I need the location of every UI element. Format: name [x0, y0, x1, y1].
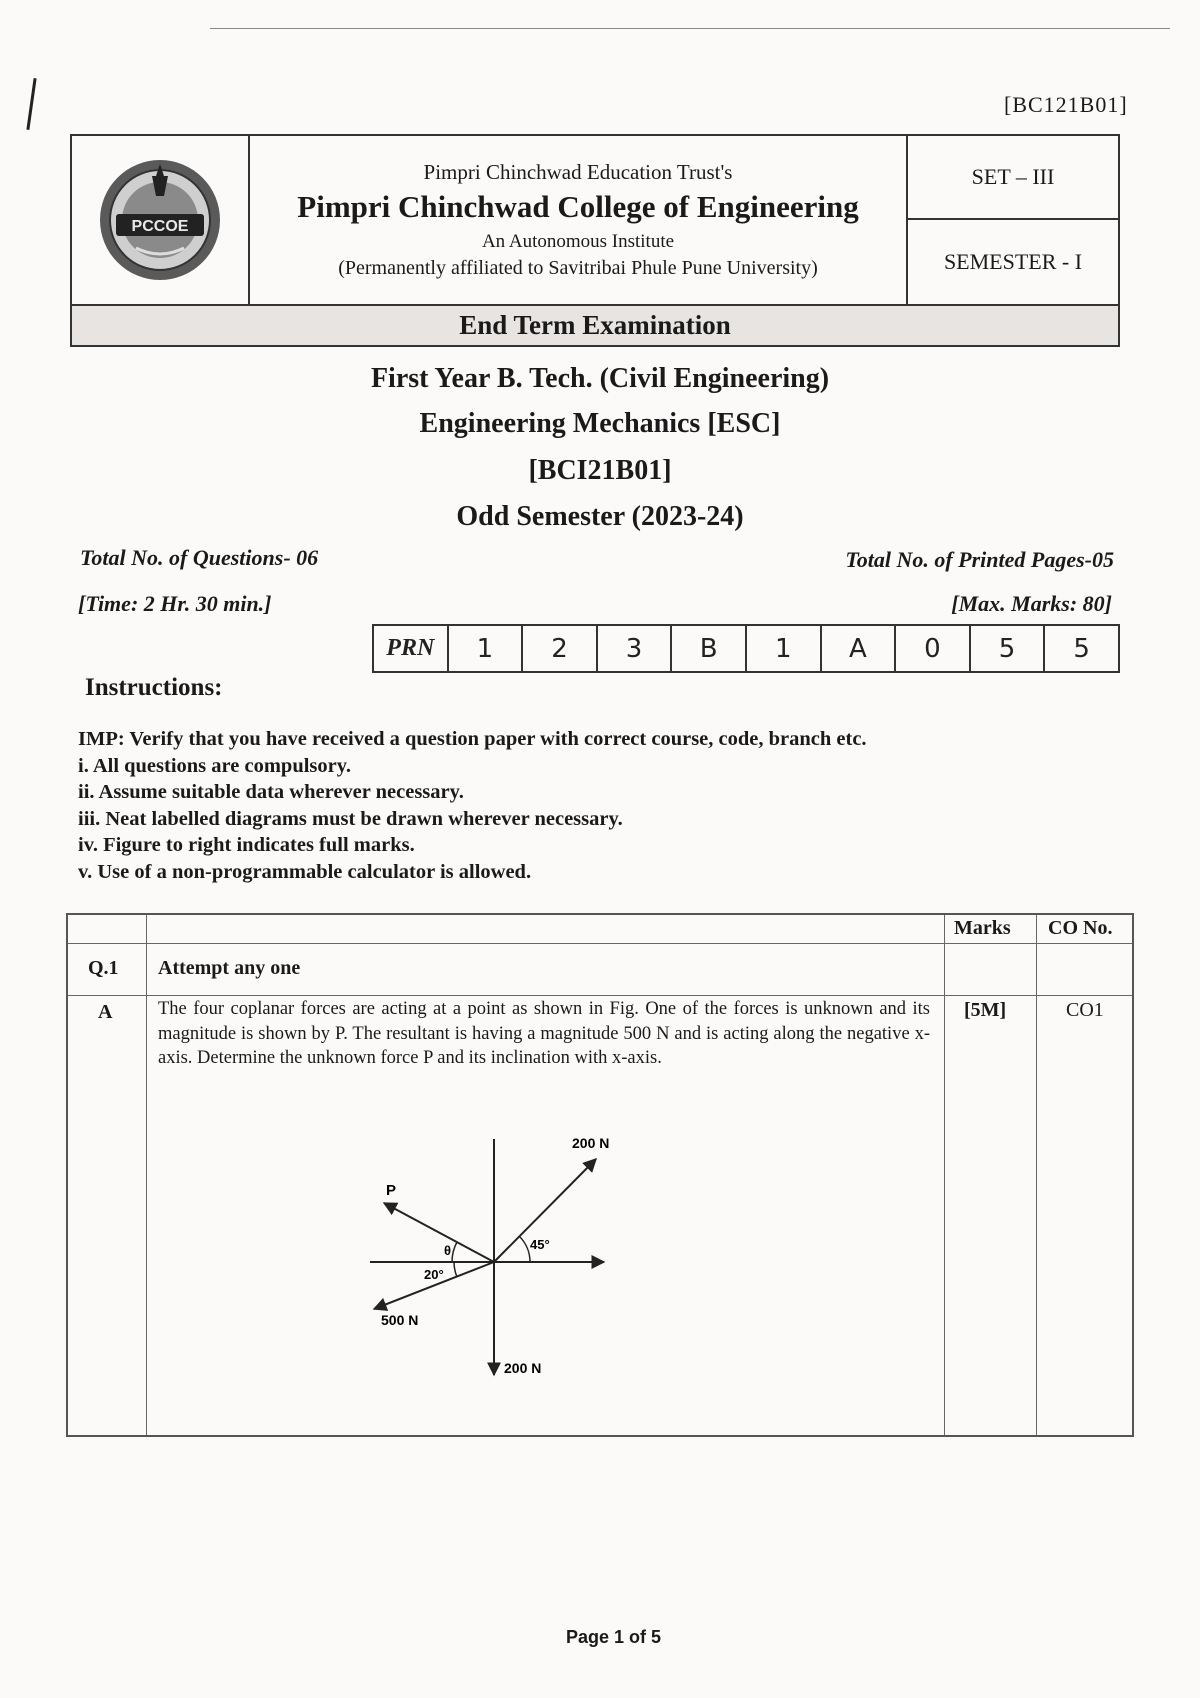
prn-digit: 5 — [1073, 633, 1090, 664]
instruction-item: ii. Assume suitable data wherever necessary. — [78, 781, 464, 803]
course-year: First Year B. Tech. (Civil Engineering) — [370, 363, 830, 394]
instruction-item: iii. Neat labelled diagrams must be drawn wherever necessary. — [78, 807, 623, 830]
total-questions: Total No. of Questions- 06 — [80, 545, 319, 570]
table-divider — [1036, 915, 1037, 1435]
sub-question-letter: A — [98, 1001, 113, 1023]
question-co: CO1 — [1066, 999, 1104, 1021]
svg-text:PCCOE: PCCOE — [131, 218, 189, 235]
question-text: The four coplanar forces are acting at a point as shown in Fig. One of the forces is unknown and its magnitude is shown by P. The resultant is having a magnitude 500 N and is acting along the negative x-axis. Determine the unknown force P and its inclination with x-axis. — [158, 999, 930, 1068]
prn-table — [372, 624, 1120, 673]
exam-time: [Time: 2 Hr. 30 min.] — [78, 591, 272, 616]
marks-header: Marks — [954, 917, 1011, 939]
label-500n: 500 N — [381, 1312, 419, 1328]
instruction-item: IMP: Verify that you have received a question paper with correct course, code, branch etc. — [78, 728, 867, 750]
table-divider — [944, 915, 945, 1435]
instructions-list — [78, 726, 867, 885]
question-table — [66, 913, 1134, 1437]
prn-digit: 1 — [449, 626, 524, 671]
semester-label: SEMESTER - I — [943, 249, 1083, 274]
course-subject: Engineering Mechanics [ESC] — [419, 408, 781, 439]
question-marks: [5M] — [964, 999, 1007, 1021]
force-p — [384, 1203, 494, 1262]
college-name-cell — [250, 136, 908, 304]
prn-digit: A — [822, 626, 897, 671]
college-name: Pimpri Chinchwad College of Engineering — [297, 189, 859, 224]
prn-label: PRN — [374, 626, 449, 671]
page-number: Page 1 of 5 — [566, 1627, 662, 1647]
table-divider — [68, 995, 1132, 996]
prn-digit: B — [672, 626, 747, 671]
course-term: Odd Semester (2023-24) — [456, 501, 744, 532]
label-45deg: 45° — [530, 1237, 550, 1252]
table-divider — [68, 943, 1132, 944]
header-box — [70, 134, 1120, 347]
prn-digit: 0 — [896, 626, 971, 671]
force-diagram — [370, 1125, 690, 1395]
prn-digit: 1 — [747, 626, 822, 671]
question-number: Q.1 — [88, 957, 119, 979]
label-p: P — [386, 1182, 397, 1199]
college-logo-icon — [96, 156, 224, 284]
max-marks: [Max. Marks: 80] — [951, 591, 1112, 616]
question-title: Attempt any one — [158, 957, 301, 979]
label-200n-top: 200 N — [572, 1135, 610, 1151]
top-rule — [210, 28, 1170, 29]
prn-digit: 3 — [598, 626, 673, 671]
instructions-title: Instructions: — [85, 674, 223, 701]
instruction-item: i. All questions are compulsory. — [78, 754, 351, 777]
prn-digit: 5 — [971, 626, 1046, 671]
table-divider — [146, 915, 147, 1435]
autonomous-label: An Autonomous Institute — [481, 231, 675, 252]
paper-code-top: [BC121B01] — [1004, 92, 1128, 117]
prn-digit: 2 — [523, 626, 598, 671]
label-200n-bottom: 200 N — [504, 1360, 542, 1376]
course-code: [BCI21B01] — [528, 455, 672, 486]
logo-cell — [72, 136, 250, 304]
co-header: CO No. — [1048, 917, 1113, 939]
instruction-item: v. Use of a non-programmable calculator is allowed. — [78, 860, 532, 883]
pen-mark — [26, 78, 36, 130]
total-pages: Total No. of Printed Pages-05 — [845, 547, 1114, 572]
affiliation-label: (Permanently affiliated to Savitribai Phule Pune University) — [338, 257, 818, 279]
label-theta: θ — [444, 1243, 452, 1258]
exam-title: End Term Examination — [72, 304, 1118, 345]
set-label: SET – III — [908, 136, 1118, 220]
trust-name: Pimpri Chinchwad Education Trust's — [423, 160, 733, 184]
instruction-item: iv. Figure to right indicates full marks. — [78, 834, 415, 856]
label-20deg: 20° — [424, 1267, 444, 1282]
